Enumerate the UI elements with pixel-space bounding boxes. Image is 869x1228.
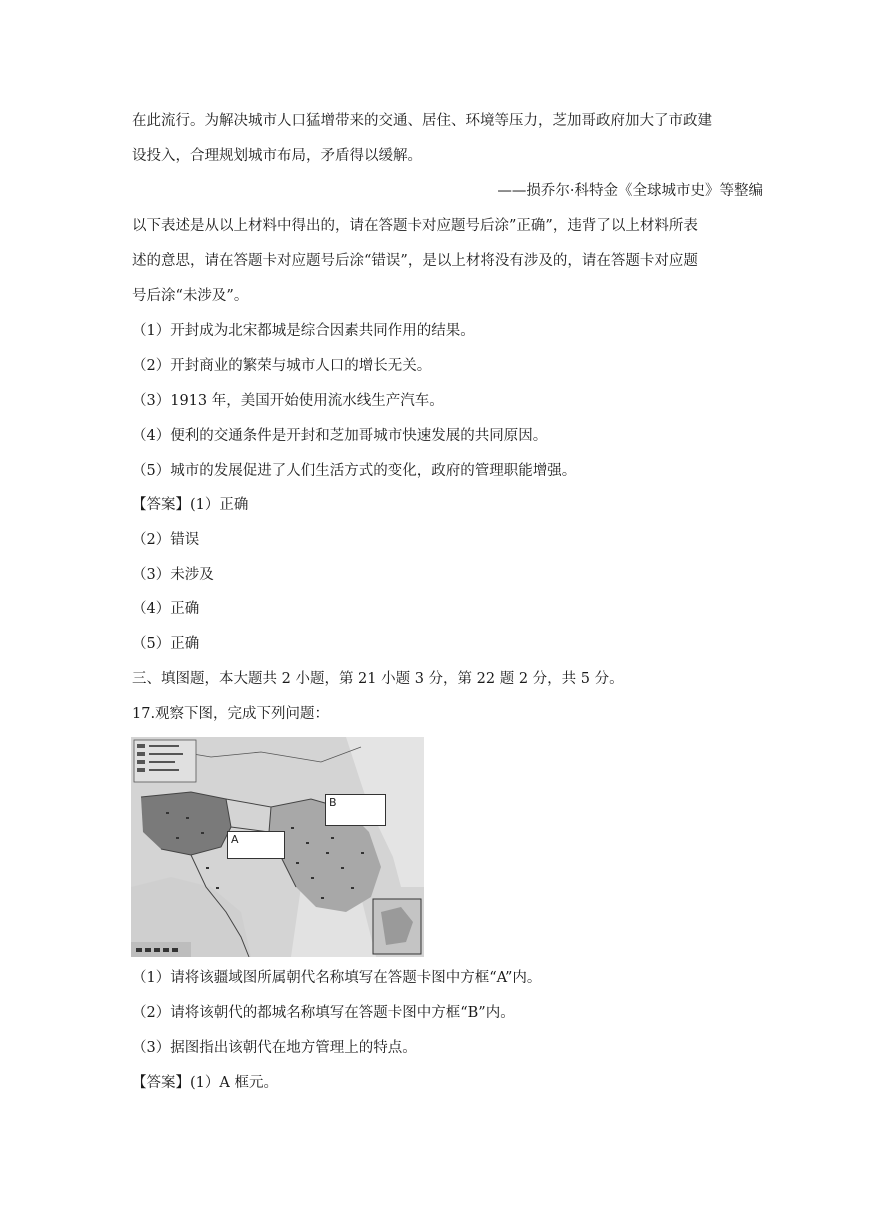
question-17-title: 17.观察下图，完成下列问题： <box>132 706 330 722</box>
question-17-part-2: （2）请将该朝代的都城名称填写在答题卡图中方框“B”内。 <box>132 1005 515 1021</box>
answer-1: 【答案】(1）正确 <box>132 497 249 513</box>
answer-2: （2）错误 <box>132 532 200 548</box>
passage-line: 在此流行。为解决城市人口猛增带来的交通、居住、环境等压力，芝加哥政府加大了市政建 <box>132 113 712 129</box>
instruction-line: 述的意思，请在答题卡对应题号后涂“错误”，是以上材将没有涉及的，请在答题卡对应题 <box>132 253 698 269</box>
statement-1: （1）开封成为北宋都城是综合因素共同作用的结果。 <box>132 323 475 339</box>
answer-box-b <box>325 794 386 826</box>
question-17-part-3: （3）据图指出该朝代在地方管理上的特点。 <box>132 1040 417 1056</box>
source-citation: ——损乔尔·科特金《全球城市史》等整编 <box>497 183 763 199</box>
statement-2: （2）开封商业的繁荣与城市人口的增长无关。 <box>132 358 432 374</box>
answer-box-a-label: A <box>231 833 239 846</box>
instruction-line: 以下表述是从以上材料中得出的，请在答题卡对应题号后涂”正确”，违背了以上材料所表 <box>132 218 698 234</box>
passage-line: 设投入，合理规划城市布局，矛盾得以缓解。 <box>132 148 422 164</box>
section-heading: 三、填图题，本大题共 2 小题，第 21 小题 3 分，第 22 题 2 分，共 5 分。 <box>132 671 624 687</box>
answer-box-b-label: B <box>329 796 337 809</box>
question-17-answer: 【答案】(1）A 框元。 <box>132 1075 278 1091</box>
statement-4: （4）便利的交通条件是开封和芝加哥城市快速发展的共同原因。 <box>132 428 548 444</box>
yuan-dynasty-map-image <box>131 737 424 957</box>
statement-5: （5）城市的发展促进了人们生活方式的变化，政府的管理职能增强。 <box>132 463 577 479</box>
instruction-line: 号后涂“未涉及”。 <box>132 288 249 304</box>
answer-3: （3）未涉及 <box>132 567 214 583</box>
answer-4: （4）正确 <box>132 601 200 617</box>
question-17-part-1: （1）请将该疆域图所属朝代名称填写在答题卡图中方框“A”内。 <box>132 970 542 986</box>
answer-box-a <box>227 831 285 859</box>
statement-3: （3）1913 年，美国开始使用流水线生产汽车。 <box>132 393 444 409</box>
answer-5: （5）正确 <box>132 636 200 652</box>
